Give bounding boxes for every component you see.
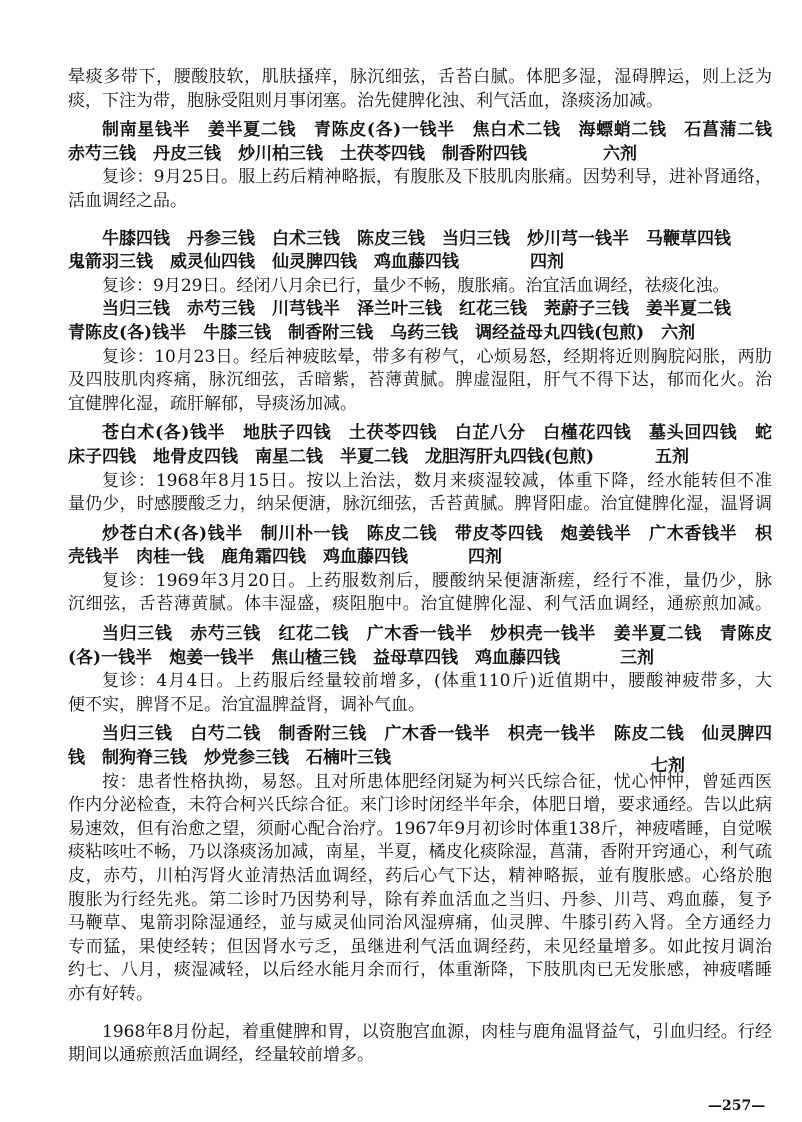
- text-line: [68, 865, 772, 889]
- text-line: [68, 794, 772, 818]
- line-text: 便不实，脾肾不足。治宜温脾益肾，调补气血。: [68, 694, 425, 715]
- text-line: [68, 190, 772, 214]
- page-number: —257—: [708, 1098, 766, 1114]
- prescription-line: [68, 747, 772, 777]
- line-text: 钱 制狗脊三钱 炒党参三钱 石楠叶三钱: [68, 748, 391, 769]
- prescription-line: [68, 228, 772, 252]
- line-text: 期间以通瘀煎活血调经，经量较前增多。: [68, 1045, 374, 1066]
- line-text: 1968年8月份起，着重健脾和胃，以资胞宫血源，肉桂与鹿角温肾益气，引血归经。行经: [102, 1021, 772, 1042]
- line-text: 晕痰多带下，腰酸肢软，肌肤搔痒，脉沉细弦，舌苔白腻。体肥多湿，湿碍脾运，则上泛为: [68, 67, 772, 87]
- text-line: [68, 570, 772, 594]
- line-text: 复诊：1968年8月15日。按以上治法，数月来痰湿较减，体重下降，经水能转但不准: [102, 470, 772, 491]
- prescription-line: [68, 623, 772, 647]
- prescription-line: [68, 446, 772, 470]
- line-text: 复诊：9月25日。服上药后精神略振，有腹胀及下肢肌肉胀痛。因势利导，进补肾通络，: [102, 167, 772, 188]
- dose-count: 七剂: [651, 756, 685, 777]
- text-line: [68, 1044, 772, 1068]
- text-line: [68, 393, 772, 417]
- prescription-line: [68, 298, 772, 322]
- dose-count: 四剂: [468, 547, 502, 568]
- document-body: [68, 66, 772, 1068]
- text-line: [68, 369, 772, 393]
- line-text: 作内分泌检查，未符合柯兴氏综合征。来门诊时闭经半年余，体肥日增，要求通经。告以此病: [68, 795, 772, 816]
- text-line: [68, 90, 772, 114]
- text-line: [68, 983, 772, 1007]
- dose-count: 三剂: [620, 647, 654, 668]
- dose-count: 四剂: [530, 252, 564, 273]
- text-line: [68, 818, 772, 842]
- text-line: [68, 346, 772, 370]
- text-line: [68, 1021, 772, 1045]
- line-text: 炒苍白术(各)钱半 制川朴一钱 陈皮二钱 带皮苓四钱 炮姜钱半 广木香钱半 枳: [102, 523, 772, 544]
- line-text: 床子四钱 地骨皮四钱 南星二钱 半夏二钱 龙胆泻肝丸四钱(包煎): [68, 446, 595, 467]
- prescription-line: [68, 143, 772, 167]
- dose-count: 五剂: [655, 446, 689, 467]
- line-text: 亦有好转。: [68, 983, 153, 1004]
- line-text: 量仍少，时感腰酸乏力，纳呆便溏，脉沉细弦，舌苔黄腻。脾肾阳虚。治宜健脾化湿，温肾调: [68, 494, 772, 515]
- line-text: 壳钱半 肉桂一钱 鹿角霜四钱 鸡血藤四钱: [68, 547, 408, 568]
- line-text: 约七、八月，痰湿减轻，以后经水能月余而行，体重渐降，下肢肌肉已无发胀感，神疲嗜睡: [68, 960, 772, 981]
- line-text: 牛膝四钱 丹参三钱 白术三钱 陈皮三钱 当归三钱 炒川芎一钱半 马鞭草四钱: [102, 228, 731, 249]
- line-text: 沉细弦，舌苔薄黄腻。体丰湿盛，痰阻胞中。治宜健脾化湿、利气活血调经，通瘀煎加减。: [68, 594, 772, 615]
- prescription-line: [68, 251, 772, 275]
- text-line: [68, 470, 772, 494]
- text-line: [68, 936, 772, 960]
- text-line: [68, 593, 772, 617]
- text-line: [68, 493, 772, 517]
- text-line: [68, 959, 772, 983]
- line-text: 复诊：9月29日。经闭八月余已行，量少不畅，腹胀痛。治宜活血调经，祛痰化浊。: [102, 275, 730, 296]
- line-text: 宜健脾化湿，疏肝解郁，导痰汤加减。: [68, 393, 357, 414]
- text-line: [68, 275, 772, 299]
- text-line: [68, 771, 772, 795]
- prescription-line: [68, 647, 772, 671]
- line-text: 制南星钱半 姜半夏二钱 青陈皮(各)一钱半 焦白术二钱 海螵蛸二钱 石菖蒲二钱: [102, 120, 772, 141]
- line-text: 复诊：4月4日。上药服后经量较前增多，(体重110斤)近值期中，腰酸神疲带多，大: [102, 671, 772, 692]
- line-text: 青陈皮(各)钱半 牛膝三钱 制香附三钱 乌药三钱 调经益母丸四钱(包煎) 六剂: [68, 322, 696, 343]
- line-text: 及四肢肌肉疼痛，脉沉细弦，舌暗紫，苔薄黄腻。脾虚湿阻，肝气不得下达，郁而化火。治: [68, 370, 772, 391]
- line-text: 痰，下注为带，胞脉受阻则月事闭塞。治先健脾化浊、利气活血，涤痰汤加减。: [68, 90, 663, 111]
- line-text: 皮，赤芍，川柏泻肾火並清热活血调经，药后心气下达，精神略振，並有腹胀感。心络於胞: [68, 866, 772, 886]
- line-text: 赤芍三钱 丹皮三钱 炒川柏三钱 土茯苓四钱 制香附四钱: [68, 143, 527, 164]
- line-text: 按：患者性格执拗，易怒。且对所患体肥经闭疑为柯兴氏综合征，忧心忡忡，曾延西医: [102, 771, 772, 792]
- line-text: 复诊：10月23日。经后神疲眩晕，带多有秽气，心烦易怒，经期将近则胸脘闷胀，两肋: [102, 346, 772, 367]
- dose-count: 六剂: [603, 143, 637, 164]
- line-text: 当归三钱 白芍二钱 制香附三钱 广木香一钱半 枳壳一钱半 陈皮二钱 仙灵脾四: [102, 724, 772, 745]
- prescription-line: [68, 723, 772, 747]
- line-text: (各)一钱半 炮姜一钱半 焦山楂三钱 益母草四钱 鸡血藤四钱: [68, 647, 561, 668]
- line-text: 腹胀为行经先兆。第二诊时乃因势利导，除有养血活血之当归、丹参、川芎、鸡血藤，复予: [68, 889, 772, 910]
- prescription-line: [68, 422, 772, 446]
- line-text: 易速效，但有治愈之望，须耐心配合治疗。1967年9月初诊时体重138斤，神疲嗜睡，自觉喉: [68, 818, 772, 839]
- prescription-line: [68, 546, 772, 570]
- line-text: 马鞭草、鬼箭羽除湿通经，並与威灵仙同治风湿痹痛，仙灵脾、牛膝引药入肾。全方通经力: [68, 913, 772, 934]
- text-line: [68, 912, 772, 936]
- line-text: 复诊：1969年3月20日。上药服数剂后，腰酸纳呆便溏渐瘥，经行不准，量仍少，脉: [102, 570, 772, 591]
- text-line: [68, 166, 772, 190]
- prescription-line: [68, 322, 772, 346]
- text-line: [68, 694, 772, 718]
- line-text: 活血调经之品。: [68, 190, 187, 211]
- prescription-line: [68, 523, 772, 547]
- prescription-line: [68, 119, 772, 143]
- line-text: 当归三钱 赤芍三钱 川芎钱半 泽兰叶三钱 红花三钱 茺蔚子三钱 姜半夏二钱: [102, 299, 731, 320]
- line-text: 苍白术(各)钱半 地肤子四钱 土茯苓四钱 白芷八分 白槿花四钱 墓头回四钱 蛇: [102, 423, 772, 444]
- text-line: [68, 889, 772, 913]
- line-text: 专而猛，果使经转；但因肾水亏乏，虽继进利气活血调经药，未见经量增多。如此按月调治: [68, 936, 772, 957]
- text-line: [68, 66, 772, 90]
- line-text: 痰粘咳吐不畅，乃以涤痰汤加减，南星，半夏，橘皮化痰除湿，菖蒲，香附开窍通心，利气疏: [68, 842, 772, 863]
- text-line: [68, 670, 772, 694]
- line-text: 鬼箭羽三钱 威灵仙四钱 仙灵脾四钱 鸡血藤四钱: [68, 252, 459, 273]
- line-text: 当归三钱 赤芍三钱 红花二钱 广木香一钱半 炒枳壳一钱半 姜半夏二钱 青陈皮: [102, 624, 772, 645]
- text-line: [68, 841, 772, 865]
